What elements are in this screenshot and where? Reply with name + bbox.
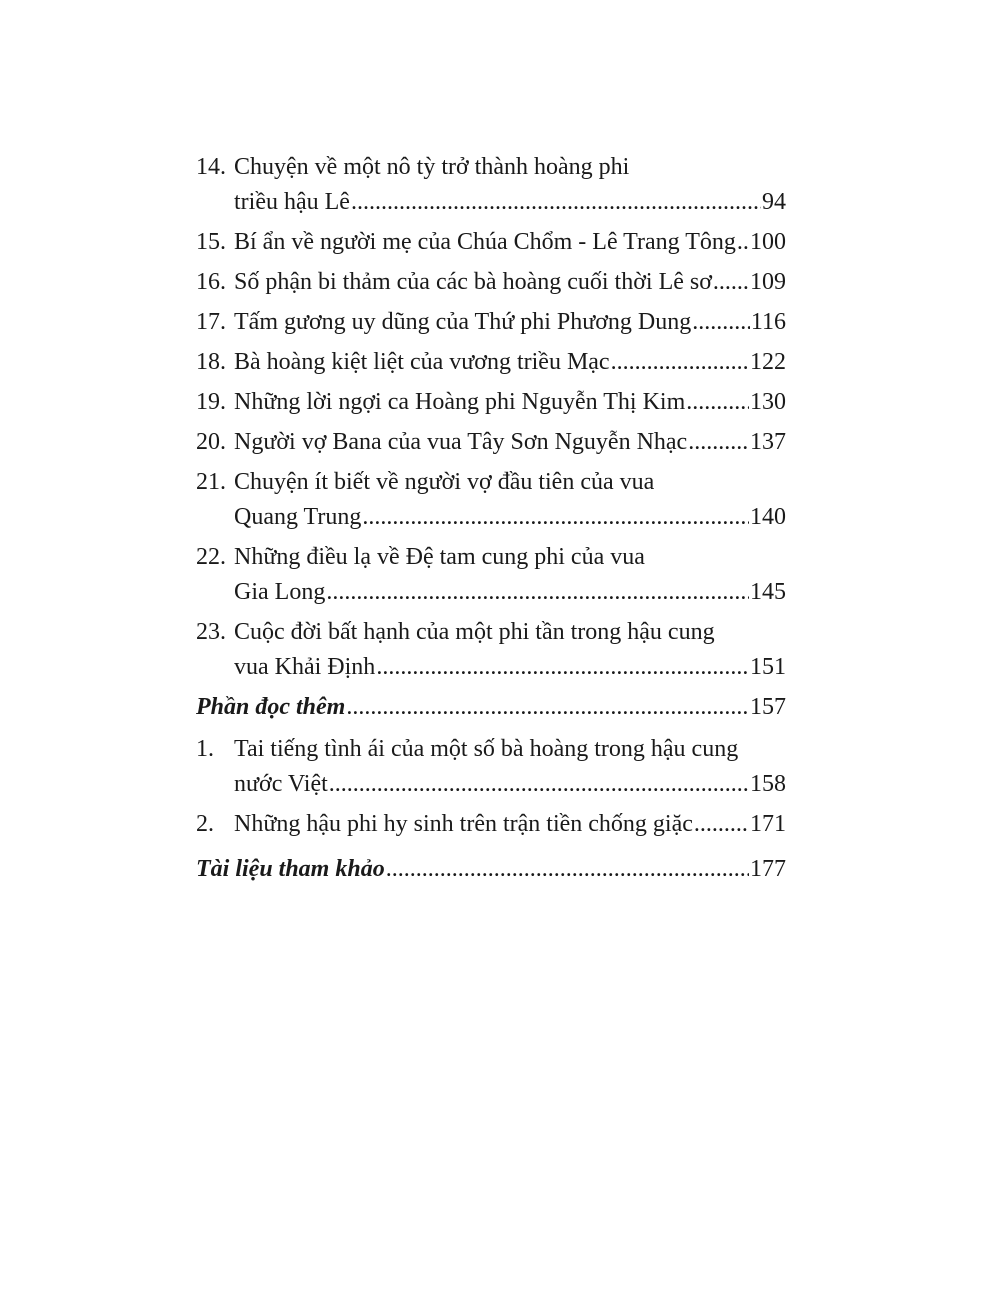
entry-title-continued: vua Khải Định (234, 654, 376, 680)
entry-title: Bà hoàng kiệt liệt của vương triều Mạc (234, 349, 610, 375)
dot-leader (686, 385, 749, 420)
dot-leader (351, 185, 761, 220)
dot-leader (346, 690, 749, 725)
entry-page-number: 116 (750, 309, 786, 335)
entry-page-number: 100 (750, 229, 786, 255)
entry-number: 2. (196, 811, 214, 837)
entry-title: Cuộc đời bất hạnh của một phi tần trong hậu cung (234, 619, 715, 645)
entry-page-number: 94 (762, 189, 786, 215)
section-page-number: 177 (750, 856, 786, 882)
toc-further-entry-1[interactable] (196, 732, 786, 802)
dot-leader (692, 305, 750, 340)
toc-entry-18[interactable] (196, 345, 786, 380)
entry-number: 14. (196, 154, 226, 180)
entry-title: Những điều lạ về Đệ tam cung phi của vua (234, 544, 645, 570)
entry-number: 1. (196, 736, 214, 762)
toc-entry-22[interactable] (196, 540, 786, 610)
entry-number: 16. (196, 269, 226, 295)
entry-number: 20. (196, 429, 226, 455)
dot-leader (713, 265, 749, 300)
toc-entry-16[interactable] (196, 265, 786, 300)
dot-leader (688, 425, 749, 460)
entry-title: Chuyện về một nô tỳ trở thành hoàng phi (234, 154, 630, 180)
dot-leader (386, 852, 749, 887)
toc-section-references[interactable] (196, 852, 786, 887)
dot-leader (362, 500, 749, 535)
entry-number: 21. (196, 469, 226, 495)
entry-page-number: 122 (750, 349, 786, 375)
entry-title-continued: Gia Long (234, 579, 326, 605)
entry-title: Tai tiếng tình ái của một số bà hoàng trong hậu cung (234, 736, 739, 762)
entry-title-continued: Quang Trung (234, 504, 362, 530)
entry-title: Những lời ngợi ca Hoàng phi Nguyễn Thị Kim (234, 389, 686, 415)
entry-number: 22. (196, 544, 226, 570)
dot-leader (737, 225, 749, 260)
entry-number: 18. (196, 349, 226, 375)
entry-page-number: 151 (750, 654, 786, 680)
entry-title: Bí ẩn về người mẹ của Chúa Chổm - Lê Trang Tông (234, 229, 736, 255)
section-title: Tài liệu tham khảo (196, 856, 385, 882)
toc-entry-20[interactable] (196, 425, 786, 460)
entry-page-number: 158 (750, 771, 786, 797)
entry-title-continued: nước Việt (234, 771, 328, 797)
entry-number: 17. (196, 309, 226, 335)
toc-entry-19[interactable] (196, 385, 786, 420)
entry-title-continued: triều hậu Lê (234, 189, 350, 215)
dot-leader (694, 807, 749, 842)
entry-page-number: 130 (750, 389, 786, 415)
entry-title: Người vợ Bana của vua Tây Sơn Nguyễn Nhạc (234, 429, 688, 455)
dot-leader (329, 767, 749, 802)
entry-title: Số phận bi thảm của các bà hoàng cuối thời Lê sơ (234, 269, 712, 295)
toc-entry-21[interactable] (196, 465, 786, 535)
toc-entry-17[interactable] (196, 305, 786, 340)
table-of-contents (196, 150, 786, 894)
section-page-number: 157 (750, 694, 786, 720)
toc-entry-23[interactable] (196, 615, 786, 685)
entry-page-number: 140 (750, 504, 786, 530)
toc-entry-14[interactable] (196, 150, 786, 220)
toc-further-entry-2[interactable] (196, 807, 786, 842)
entry-page-number: 145 (750, 579, 786, 605)
section-title: Phần đọc thêm (196, 694, 346, 720)
entry-title: Những hậu phi hy sinh trên trận tiền chống giặc (234, 811, 693, 837)
entry-title: Chuyện ít biết về người vợ đầu tiên của vua (234, 469, 655, 495)
dot-leader (326, 575, 749, 610)
entry-page-number: 171 (750, 811, 786, 837)
entry-title: Tấm gương uy dũng của Thứ phi Phương Dung (234, 309, 692, 335)
toc-entry-15[interactable] (196, 225, 786, 260)
entry-number: 15. (196, 229, 226, 255)
dot-leader (611, 345, 749, 380)
entry-page-number: 137 (750, 429, 786, 455)
toc-section-further-reading[interactable] (196, 690, 786, 725)
entry-page-number: 109 (750, 269, 786, 295)
dot-leader (376, 650, 749, 685)
entry-number: 23. (196, 619, 226, 645)
entry-number: 19. (196, 389, 226, 415)
